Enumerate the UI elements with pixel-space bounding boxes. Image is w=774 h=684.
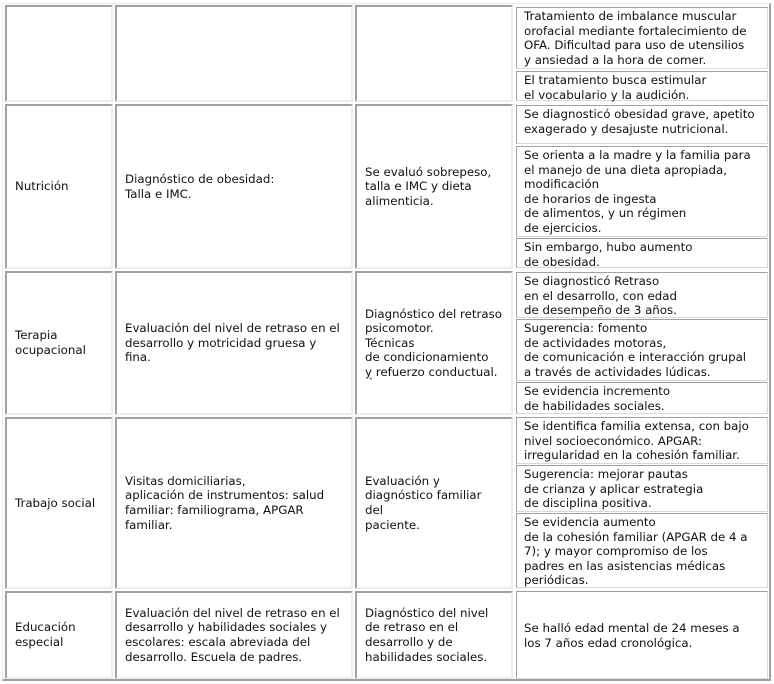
row-educacion-activity-cell: Evaluación del nivel de retraso en el desarrollo y habilidades sociales y escolares: escala abreviada del desarrollo. Escuela de padres. — [115, 591, 353, 679]
row-nutricion-activity-cell: Diagnóstico de obesidad: Talla e IMC. — [115, 104, 353, 269]
row-terapia-area-cell: Terapia ocupacional — [5, 271, 113, 415]
row-nutricion-result-3: Sin embargo, hubo aumento de obesidad. — [516, 238, 768, 268]
row-0-result-2: El tratamiento busca estimular el vocabulario y la audición. — [516, 71, 768, 101]
row-nutricion-area-cell: Nutrición — [5, 104, 113, 269]
row-terapia-result-1: Se diagnosticó Retraso en el desarrollo, con edad de desempeño de 3 años. — [516, 272, 768, 318]
row-terapia-evaluation-cell — [355, 271, 513, 415]
row-0-activity-cell — [115, 5, 353, 102]
row-0-area-cell — [5, 5, 113, 102]
row-terapia-result-3: Se evidencia incremento de habilidades sociales. — [516, 382, 768, 414]
spellcheck-underlined-word[interactable]: y — [365, 364, 372, 379]
row-educacion-area-cell: Educación especial — [5, 591, 113, 679]
row-nutricion-result-1: Se diagnosticó obesidad grave, apetito exagerado y desajuste nutricional. — [516, 105, 768, 144]
row-terapia-result-2: Sugerencia: fomento de actividades motoras, de comunicación e interacción grupal a través de actividades lúdicas. — [516, 319, 768, 381]
row-terapia-evaluation-text — [365, 307, 502, 380]
row-trabajo-activity-cell: Visitas domiciliarias, aplicación de instrumentos: salud familiar: familiograma, APGAR familiar. — [115, 417, 353, 589]
evaluation-tail-text: refuerzo conductual. — [371, 364, 498, 379]
row-trabajo-evaluation-cell: Evaluación y diagnóstico familiar del paciente. — [355, 417, 513, 589]
row-nutricion-evaluation-cell: Se evaluó sobrepeso, talla e IMC y dieta alimenticia. — [355, 104, 513, 269]
row-0-result-1: Tratamiento de imbalance muscular orofacial mediante fortalecimiento de OFA. Dificultad para uso de utensilios y ansiedad a la hora de comer. — [516, 7, 768, 69]
row-trabajo-result-2: Sugerencia: mejorar pautas de crianza y aplicar estrategia de disciplina positiva. — [516, 465, 768, 512]
row-0-evaluation-cell — [355, 5, 513, 102]
row-trabajo-area-cell: Trabajo social — [5, 417, 113, 589]
row-educacion-evaluation-cell: Diagnóstico del nivel de retraso en el desarrollo y de habilidades sociales. — [355, 591, 513, 679]
row-educacion-result-1: Se halló edad mental de 24 meses a los 7 años edad cronológica. — [516, 591, 768, 679]
row-nutricion-result-2: Se orienta a la madre y la familia para el manejo de una dieta apropiada, modificación de horarios de ingesta de alimentos, y un régimen de ejercicios. — [516, 146, 768, 237]
row-terapia-activity-cell: Evaluación del nivel de retraso en el desarrollo y motricidad gruesa y fina. — [115, 271, 353, 415]
row-trabajo-result-1: Se identifica familia extensa, con bajo nivel socioeconómico. APGAR: irregularidad en la cohesión familiar. — [516, 417, 768, 464]
evaluation-main-text: Diagnóstico del retraso psicomotor. Técnicas de condicionamiento — [365, 306, 502, 365]
row-trabajo-result-3: Se evidencia aumento de la cohesión familiar (APGAR de 4 a 7); y mayor compromiso de los padres en las asistencias médicas periódicas. — [516, 513, 768, 588]
